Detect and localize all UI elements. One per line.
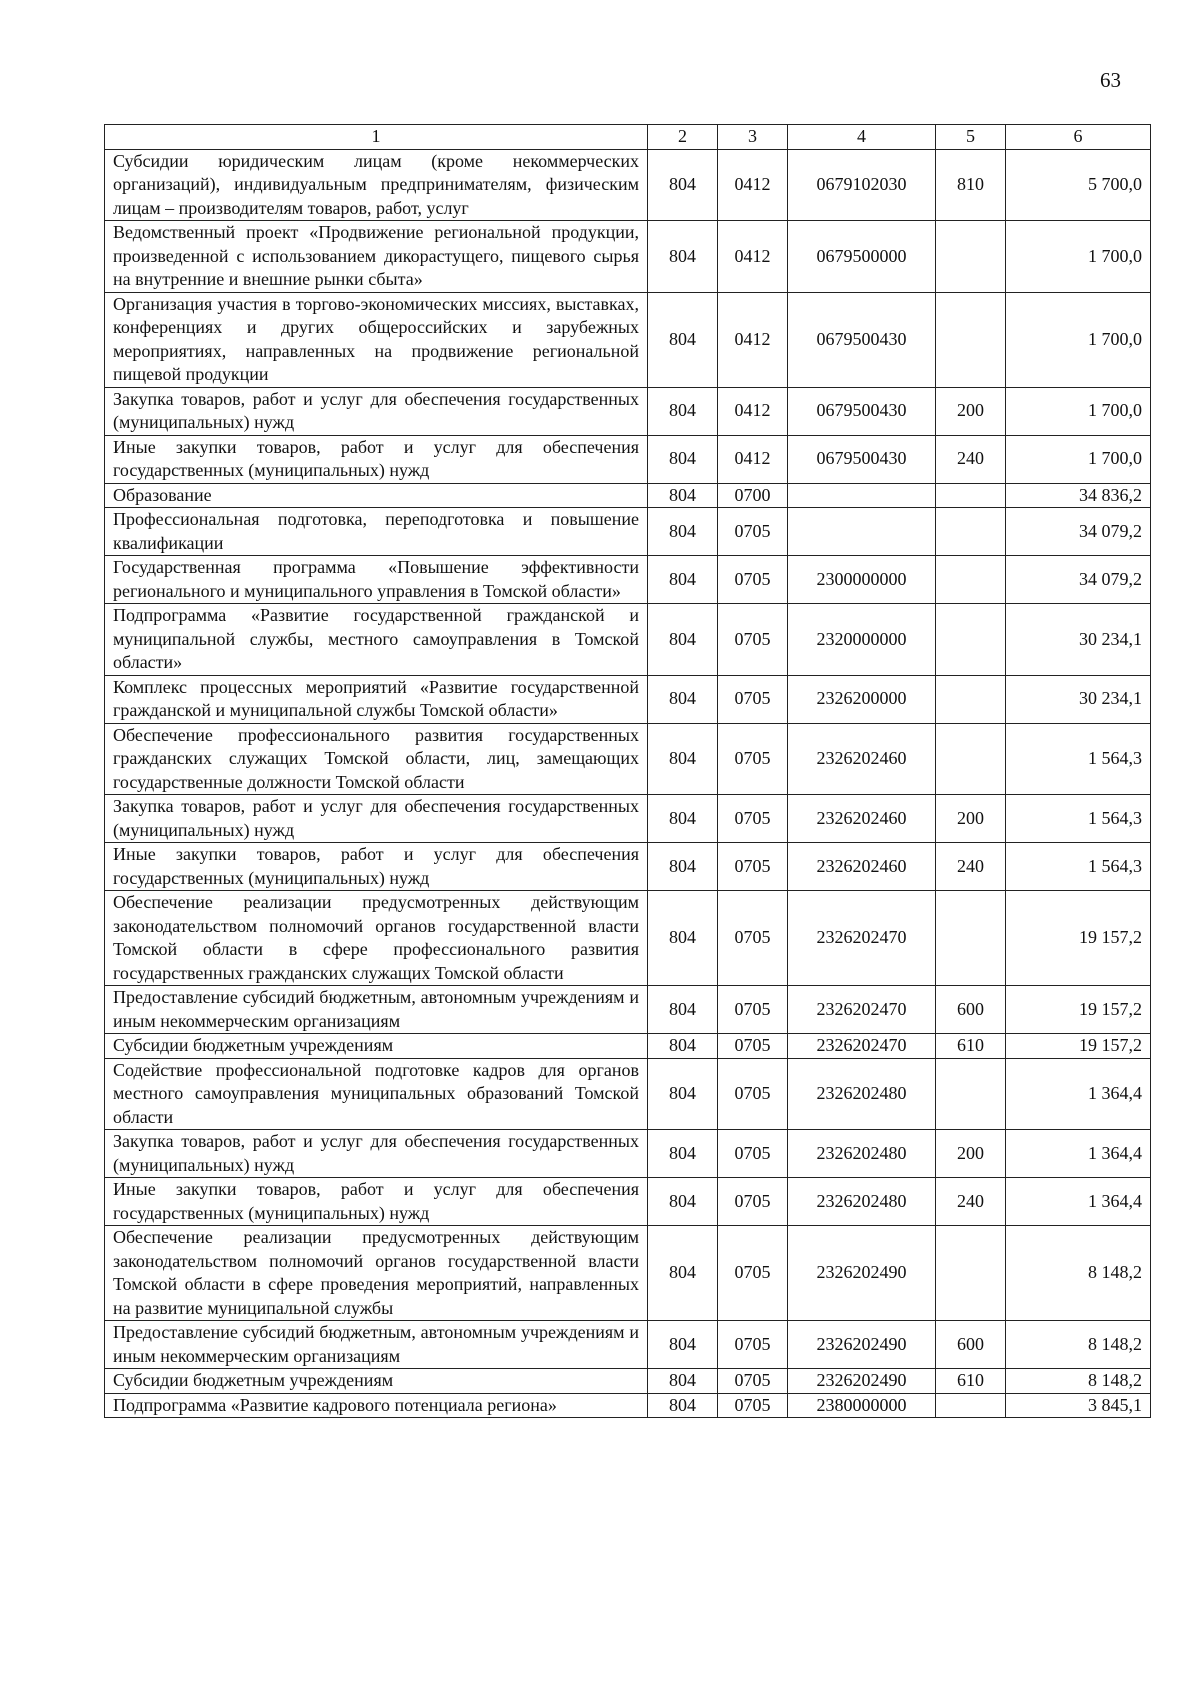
table-row [105,1034,1151,1059]
row-name-cell: Образование [105,483,648,508]
expense-type-code-cell [936,1058,1006,1130]
target-article-code-cell: 2320000000 [788,604,936,676]
table-row [105,556,1151,604]
section-code-cell: 0705 [718,723,788,795]
table-row [105,483,1151,508]
ministry-code-cell: 804 [648,723,718,795]
budget-table [104,124,1151,1418]
section-code-cell: 0705 [718,1178,788,1226]
ministry-code-cell: 804 [648,843,718,891]
amount-cell: 1 700,0 [1006,387,1151,435]
amount-cell: 1 700,0 [1006,435,1151,483]
ministry-code-cell: 804 [648,292,718,387]
amount-cell: 1 364,4 [1006,1058,1151,1130]
table-row [105,604,1151,676]
expense-type-code-cell: 600 [936,1321,1006,1369]
target-article-code-cell [788,508,936,556]
column-header: 3 [718,125,788,150]
section-code-cell: 0705 [718,508,788,556]
target-article-code-cell: 2326202460 [788,795,936,843]
target-article-code-cell: 0679500430 [788,387,936,435]
section-code-cell: 0705 [718,891,788,986]
ministry-code-cell: 804 [648,1178,718,1226]
row-name-cell: Иные закупки товаров, работ и услуг для обеспечения государственных (муниципальных) нужд [105,1178,648,1226]
expense-type-code-cell: 240 [936,843,1006,891]
ministry-code-cell: 804 [648,1058,718,1130]
ministry-code-cell: 804 [648,891,718,986]
row-name-cell: Обеспечение реализации предусмотренных действующим законодательством полномочий органов государственной власти Томской области в сфере профессионального развития государственных гражданских служащих Томской области [105,891,648,986]
ministry-code-cell: 804 [648,1393,718,1418]
expense-type-code-cell: 610 [936,1034,1006,1059]
expense-type-code-cell: 200 [936,387,1006,435]
amount-cell: 34 079,2 [1006,556,1151,604]
amount-cell: 1 564,3 [1006,843,1151,891]
section-code-cell: 0705 [718,843,788,891]
section-code-cell: 0705 [718,675,788,723]
ministry-code-cell: 804 [648,1034,718,1059]
expense-type-code-cell [936,891,1006,986]
amount-cell: 5 700,0 [1006,149,1151,221]
table-row [105,508,1151,556]
target-article-code-cell: 2326202470 [788,891,936,986]
amount-cell: 1 564,3 [1006,723,1151,795]
section-code-cell: 0705 [718,1034,788,1059]
target-article-code-cell: 2326202490 [788,1321,936,1369]
ministry-code-cell: 804 [648,149,718,221]
ministry-code-cell: 804 [648,1321,718,1369]
target-article-code-cell: 2326202480 [788,1178,936,1226]
row-name-cell: Государственная программа «Повышение эффективности регионального и муниципального управления в Томской области» [105,556,648,604]
section-code-cell: 0412 [718,387,788,435]
row-name-cell: Закупка товаров, работ и услуг для обеспечения государственных (муниципальных) нужд [105,387,648,435]
amount-cell: 19 157,2 [1006,1034,1151,1059]
column-header: 1 [105,125,648,150]
ministry-code-cell: 804 [648,556,718,604]
section-code-cell: 0705 [718,1369,788,1394]
ministry-code-cell: 804 [648,1226,718,1321]
section-code-cell: 0705 [718,556,788,604]
ministry-code-cell: 804 [648,986,718,1034]
target-article-code-cell: 2326202470 [788,986,936,1034]
target-article-code-cell: 2326202480 [788,1058,936,1130]
expense-type-code-cell: 240 [936,435,1006,483]
column-header: 2 [648,125,718,150]
table-row [105,292,1151,387]
expense-type-code-cell [936,723,1006,795]
section-code-cell: 0705 [718,604,788,676]
target-article-code-cell: 0679500000 [788,221,936,293]
target-article-code-cell: 2326202460 [788,723,936,795]
page-number: 63 [1100,68,1121,92]
amount-cell: 1 564,3 [1006,795,1151,843]
table-row [105,1178,1151,1226]
section-code-cell: 0412 [718,435,788,483]
table-row [105,221,1151,293]
expense-type-code-cell [936,292,1006,387]
table-row [105,1058,1151,1130]
amount-cell: 8 148,2 [1006,1369,1151,1394]
header-row [105,125,1151,150]
table-row [105,387,1151,435]
target-article-code-cell: 0679500430 [788,292,936,387]
row-name-cell: Комплекс процессных мероприятий «Развитие государственной гражданской и муниципальной службы Томской области» [105,675,648,723]
row-name-cell: Подпрограмма «Развитие кадрового потенциала региона» [105,1393,648,1418]
section-code-cell: 0705 [718,1393,788,1418]
amount-cell: 1 700,0 [1006,292,1151,387]
expense-type-code-cell: 200 [936,1130,1006,1178]
amount-cell: 19 157,2 [1006,891,1151,986]
target-article-code-cell: 2326202460 [788,843,936,891]
row-name-cell: Иные закупки товаров, работ и услуг для обеспечения государственных (муниципальных) нужд [105,843,648,891]
ministry-code-cell: 804 [648,675,718,723]
amount-cell: 8 148,2 [1006,1321,1151,1369]
table-row [105,891,1151,986]
table-row [105,843,1151,891]
target-article-code-cell: 2300000000 [788,556,936,604]
ministry-code-cell: 804 [648,604,718,676]
expense-type-code-cell: 610 [936,1369,1006,1394]
expense-type-code-cell [936,1393,1006,1418]
expense-type-code-cell: 240 [936,1178,1006,1226]
expense-type-code-cell [936,1226,1006,1321]
row-name-cell: Ведомственный проект «Продвижение региональной продукции, произведенной с использованием дикорастущего, пищевого сырья на внутренние и внешние рынки сбыта» [105,221,648,293]
table-body [105,149,1151,1418]
expense-type-code-cell: 600 [936,986,1006,1034]
ministry-code-cell: 804 [648,387,718,435]
amount-cell: 3 845,1 [1006,1393,1151,1418]
expense-type-code-cell [936,508,1006,556]
target-article-code-cell: 0679102030 [788,149,936,221]
amount-cell: 34 079,2 [1006,508,1151,556]
section-code-cell: 0705 [718,1321,788,1369]
expense-type-code-cell: 810 [936,149,1006,221]
section-code-cell: 0705 [718,1058,788,1130]
table-row [105,1393,1151,1418]
section-code-cell: 0412 [718,292,788,387]
target-article-code-cell [788,483,936,508]
row-name-cell: Закупка товаров, работ и услуг для обеспечения государственных (муниципальных) нужд [105,1130,648,1178]
amount-cell: 30 234,1 [1006,675,1151,723]
expense-type-code-cell [936,221,1006,293]
amount-cell: 19 157,2 [1006,986,1151,1034]
ministry-code-cell: 804 [648,1369,718,1394]
table-row [105,149,1151,221]
row-name-cell: Содействие профессиональной подготовке кадров для органов местного самоуправления муниципальных образований Томской области [105,1058,648,1130]
row-name-cell: Обеспечение реализации предусмотренных действующим законодательством полномочий органов государственной власти Томской области в сфере проведения мероприятий, направленных на развитие муниципальной службы [105,1226,648,1321]
section-code-cell: 0705 [718,1226,788,1321]
target-article-code-cell: 2380000000 [788,1393,936,1418]
target-article-code-cell: 2326202480 [788,1130,936,1178]
expense-type-code-cell: 200 [936,795,1006,843]
expense-type-code-cell [936,483,1006,508]
ministry-code-cell: 804 [648,483,718,508]
row-name-cell: Закупка товаров, работ и услуг для обеспечения государственных (муниципальных) нужд [105,795,648,843]
amount-cell: 8 148,2 [1006,1226,1151,1321]
row-name-cell: Субсидии бюджетным учреждениям [105,1369,648,1394]
table-row [105,1321,1151,1369]
row-name-cell: Предоставление субсидий бюджетным, автономным учреждениям и иным некоммерческим организациям [105,986,648,1034]
section-code-cell: 0412 [718,221,788,293]
target-article-code-cell: 2326202490 [788,1369,936,1394]
amount-cell: 1 364,4 [1006,1178,1151,1226]
row-name-cell: Организация участия в торгово-экономических миссиях, выставках, конференциях и других общероссийских и зарубежных мероприятиях, направленных на продвижение региональной пищевой продукции [105,292,648,387]
table-row [105,1369,1151,1394]
amount-cell: 1 364,4 [1006,1130,1151,1178]
table-row [105,723,1151,795]
table-row [105,675,1151,723]
section-code-cell: 0412 [718,149,788,221]
column-header: 6 [1006,125,1151,150]
target-article-code-cell: 2326202490 [788,1226,936,1321]
expense-type-code-cell [936,675,1006,723]
row-name-cell: Субсидии юридическим лицам (кроме некоммерческих организаций), индивидуальным предпринимателям, физическим лицам – производителям товаров, работ, услуг [105,149,648,221]
amount-cell: 30 234,1 [1006,604,1151,676]
amount-cell: 1 700,0 [1006,221,1151,293]
row-name-cell: Подпрограмма «Развитие государственной гражданской и муниципальной службы, местного самоуправления в Томской области» [105,604,648,676]
section-code-cell: 0700 [718,483,788,508]
expense-type-code-cell [936,604,1006,676]
column-header: 4 [788,125,936,150]
table-row [105,986,1151,1034]
row-name-cell: Предоставление субсидий бюджетным, автономным учреждениям и иным некоммерческим организациям [105,1321,648,1369]
row-name-cell: Профессиональная подготовка, переподготовка и повышение квалификации [105,508,648,556]
row-name-cell: Обеспечение профессионального развития государственных гражданских служащих Томской области, лиц, замещающих государственные должности Томской области [105,723,648,795]
table-row [105,1226,1151,1321]
ministry-code-cell: 804 [648,1130,718,1178]
ministry-code-cell: 804 [648,795,718,843]
ministry-code-cell: 804 [648,221,718,293]
target-article-code-cell: 0679500430 [788,435,936,483]
section-code-cell: 0705 [718,1130,788,1178]
row-name-cell: Субсидии бюджетным учреждениям [105,1034,648,1059]
expense-type-code-cell [936,556,1006,604]
column-header: 5 [936,125,1006,150]
ministry-code-cell: 804 [648,508,718,556]
table-row [105,435,1151,483]
table-row [105,1130,1151,1178]
target-article-code-cell: 2326200000 [788,675,936,723]
target-article-code-cell: 2326202470 [788,1034,936,1059]
table-row [105,795,1151,843]
section-code-cell: 0705 [718,795,788,843]
section-code-cell: 0705 [718,986,788,1034]
ministry-code-cell: 804 [648,435,718,483]
amount-cell: 34 836,2 [1006,483,1151,508]
row-name-cell: Иные закупки товаров, работ и услуг для обеспечения государственных (муниципальных) нужд [105,435,648,483]
